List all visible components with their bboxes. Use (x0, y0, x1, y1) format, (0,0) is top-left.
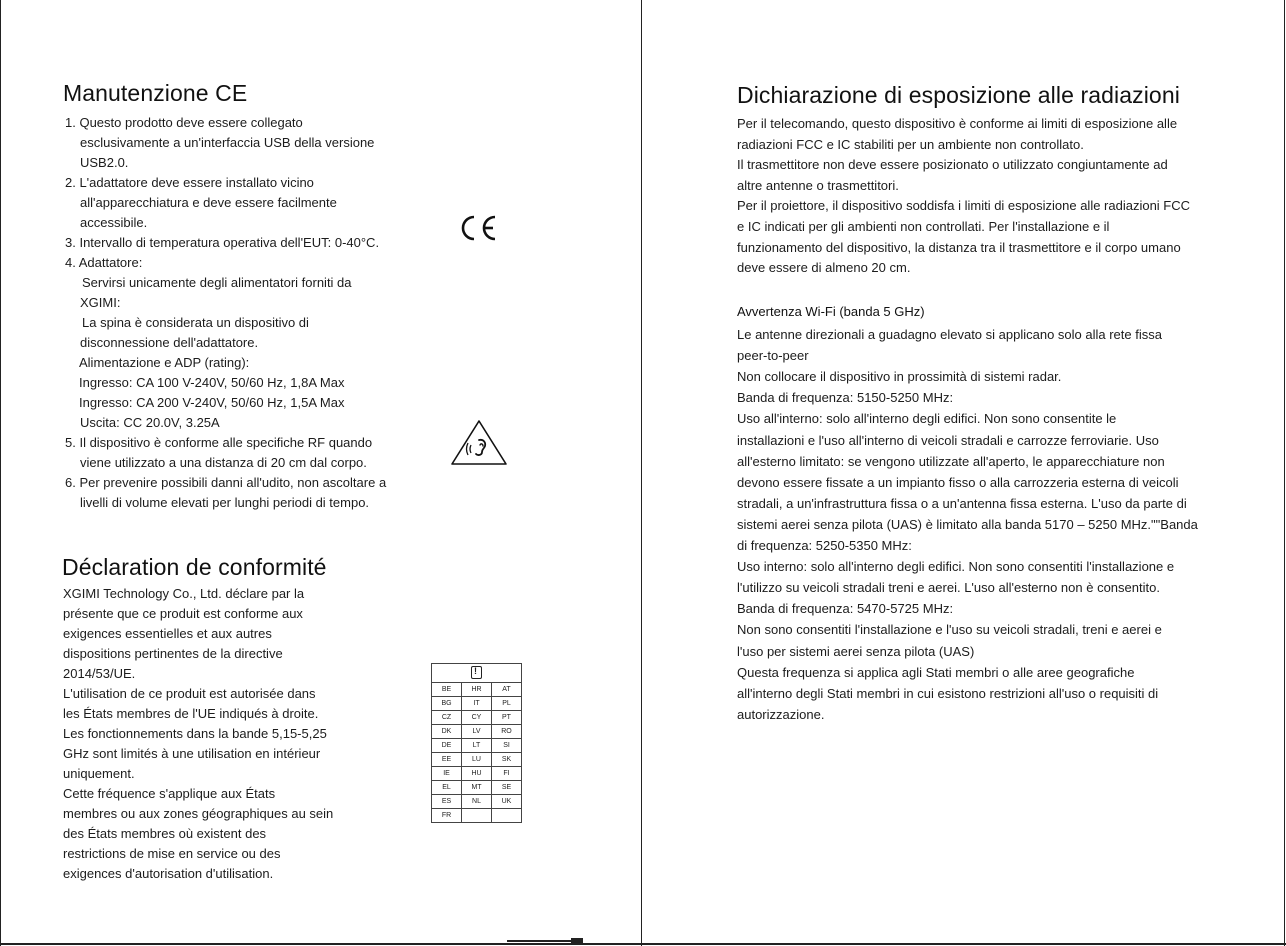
country-cell: HU (462, 767, 492, 781)
text-line: L'utilisation de ce produit est autorisée dans (63, 686, 316, 701)
text-line: 2014/53/UE. (63, 666, 136, 681)
text-line: disconnessione dell'adattatore. (80, 335, 259, 350)
country-cell: EE (432, 753, 462, 767)
left-page-edge (0, 0, 1, 946)
text-line: 3. Intervallo di temperatura operativa dell'EUT: 0-40°C. (65, 235, 380, 250)
text-line: 5. Il dispositivo è conforme alle specifiche RF quando (65, 435, 373, 450)
text-line: membres ou aux zones géographiques au sein (63, 806, 334, 821)
country-cell: CY (462, 711, 492, 725)
text-line: radiazioni FCC e IC stabiliti per un ambiente non controllato. (737, 136, 1084, 152)
text-line: esclusivamente a un'interfaccia USB della versione (80, 135, 375, 150)
text-line: devono essere fissate a un impianto fisso o alla carrozzeria esterna di veicoli (737, 474, 1179, 490)
text-line: XGIMI Technology Co., Ltd. déclare par la (63, 586, 305, 601)
hearing-warning-icon (449, 418, 509, 466)
alert-icon (471, 666, 482, 679)
country-row (432, 725, 522, 739)
text-line: l'utilizzo su veicoli stradali treni e aerei. L'uso all'esterno non è consentito. (737, 580, 1160, 596)
country-cell: DK (432, 725, 462, 739)
text-line: di frequenza: 5250-5350 MHz: (737, 538, 912, 553)
text-line: installazioni e l'uso all'interno di veicoli stradali e carrozze ferroviarie. Uso (737, 432, 1159, 448)
country-cell: FR (432, 809, 462, 823)
text-line: Le antenne direzionali a guadagno elevato si applicano solo alla rete fissa (737, 327, 1162, 342)
text-line: dispositions pertinentes de la directive (63, 646, 283, 661)
text-line: GHz sont limités à une utilisation en intérieur (63, 746, 321, 761)
country-row (432, 697, 522, 711)
text-line: peer-to-peer (737, 348, 809, 364)
text-line: Alimentazione e ADP (rating): (79, 355, 250, 370)
country-cell (462, 809, 492, 823)
country-cell: HR (462, 683, 492, 697)
text-line: Uso interno: solo all'interno degli edifici. Non sono consentiti l'installazione e (737, 559, 1175, 575)
text-line: Per il proiettore, il dispositivo soddisfa i limiti di esposizione alle radiazioni FCC (737, 198, 1191, 214)
country-cell: NL (462, 795, 492, 809)
text-line: altre antenne o trasmettitori. (737, 177, 899, 193)
text-line: l'uso per sistemi aerei senza pilota (UAS) (737, 643, 975, 659)
country-cell: CZ (432, 711, 462, 725)
country-row (432, 781, 522, 795)
country-cell: FI (492, 767, 522, 781)
text-line: Questa frequenza si applica agli Stati membri o alle aree geografiche (737, 664, 1135, 680)
text-line: Ingresso: CA 100 V-240V, 50/60 Hz, 1,8A Max (79, 375, 345, 390)
right-page-edge (1284, 0, 1285, 946)
text-line: 4. Adattatore: (65, 255, 143, 270)
text-line: all'interno degli Stati membri in cui esistono restrizioni all'uso o requisiti di (737, 685, 1159, 701)
ce-mark-icon (459, 214, 499, 242)
text-line: Banda di frequenza: 5470-5725 MHz: (737, 601, 954, 617)
text-line: accessibile. (80, 215, 148, 230)
text-line: exigences essentielles et aux autres (63, 626, 272, 641)
country-cell: MT (462, 781, 492, 795)
text-line: all'esterno limitato: se vengono utilizzate all'aperto, le apparecchiature non (737, 453, 1165, 469)
country-row (432, 683, 522, 697)
footer-mark (507, 940, 571, 942)
text-line: 1. Questo prodotto deve essere collegato (65, 115, 303, 130)
text-line: 2. L'adattatore deve essere installato vicino (65, 175, 314, 190)
text-line: La spina è considerata un dispositivo di (82, 315, 309, 330)
text-line: Ingresso: CA 200 V-240V, 50/60 Hz, 1,5A Max (79, 395, 345, 410)
text-line: e IC indicati per gli ambienti non controllati. Per l'installazione e il (737, 219, 1110, 234)
text-line: funzionamento del dispositivo, la distanza tra il trasmettitore e il corpo umano (737, 239, 1181, 255)
country-cell: DE (432, 739, 462, 753)
country-cell: EL (432, 781, 462, 795)
bottom-edge (0, 943, 1286, 945)
country-cell: BG (432, 697, 462, 711)
text-line: présente que ce produit est conforme aux (63, 606, 303, 621)
country-cell: SI (492, 739, 522, 753)
text-line: Cette fréquence s'applique aux États (63, 786, 276, 801)
text-line: Il trasmettitore non deve essere posizionato o utilizzato congiuntamente ad (737, 157, 1168, 173)
text-line: Non sono consentiti l'installazione e l'uso su veicoli stradali, treni e aerei e (737, 622, 1162, 638)
country-cell: IT (462, 697, 492, 711)
country-cell: PL (492, 697, 522, 711)
text-line: XGIMI: (80, 295, 121, 310)
wifi-warning-title: Avvertenza Wi-Fi (banda 5 GHz) (737, 304, 925, 319)
country-cell: LV (462, 725, 492, 739)
text-line: des États membres où existent des (63, 826, 267, 841)
text-line: restrictions de mise en service ou des (63, 846, 281, 861)
country-cell: BE (432, 683, 462, 697)
text-line: Uso all'interno: solo all'interno degli edifici. Non sono consentite le (737, 411, 1117, 427)
center-fold (641, 0, 642, 946)
country-cell (492, 809, 522, 823)
country-cell: RO (492, 725, 522, 739)
text-line: livelli di volume elevati per lunghi periodi di tempo. (80, 495, 370, 510)
text-line: autorizzazione. (737, 706, 825, 722)
country-cell: ES (432, 795, 462, 809)
text-line: deve essere di almeno 20 cm. (737, 260, 911, 276)
text-line: stradali, a un'infrastruttura fissa o a un'antenna fissa esterna. L'uso da parte di (737, 495, 1187, 511)
text-line: les États membres de l'UE indiqués à droite. (63, 706, 319, 721)
text-line: uniquement. (63, 766, 135, 781)
country-row (432, 753, 522, 767)
country-cell: IE (432, 767, 462, 781)
country-table-header-cell (432, 664, 522, 683)
country-cell: AT (492, 683, 522, 697)
country-row (432, 711, 522, 725)
section-title-declaration: Déclaration de conformité (62, 554, 327, 580)
country-row (432, 795, 522, 809)
country-cell: SK (492, 753, 522, 767)
text-line: exigences d'autorisation d'utilisation. (63, 866, 274, 881)
country-row (432, 739, 522, 753)
text-line: Banda di frequenza: 5150-5250 MHz: (737, 390, 954, 406)
country-cell: LT (462, 739, 492, 753)
text-line: sistemi aerei senza pilota (UAS) è limitato alla banda 5170 – 5250 MHz.""Banda (737, 516, 1198, 532)
country-row (432, 809, 522, 823)
text-line: viene utilizzato a una distanza di 20 cm dal corpo. (80, 455, 367, 470)
section-title-radiation: Dichiarazione di esposizione alle radiazioni (737, 82, 1180, 108)
country-table-header (432, 664, 522, 683)
country-table (431, 663, 522, 823)
text-line: 6. Per prevenire possibili danni all'udito, non ascoltare a (65, 475, 387, 490)
section-title-manutenzione: Manutenzione CE (63, 80, 248, 106)
text-line: USB2.0. (80, 155, 129, 170)
country-cell: PT (492, 711, 522, 725)
text-line: Les fonctionnements dans la bande 5,15-5,25 (63, 726, 327, 741)
country-cell: LU (462, 753, 492, 767)
country-cell: SE (492, 781, 522, 795)
text-line: Non collocare il dispositivo in prossimità di sistemi radar. (737, 369, 1062, 385)
text-line: Per il telecomando, questo dispositivo è conforme ai limiti di esposizione alle (737, 116, 1178, 131)
text-line: Servirsi unicamente degli alimentatori forniti da (82, 275, 352, 290)
text-line: all'apparecchiatura e deve essere facilmente (80, 195, 337, 210)
footer-mark-2 (571, 938, 583, 943)
text-line: Uscita: CC 20.0V, 3.25A (80, 415, 220, 430)
country-row (432, 767, 522, 781)
country-cell: UK (492, 795, 522, 809)
